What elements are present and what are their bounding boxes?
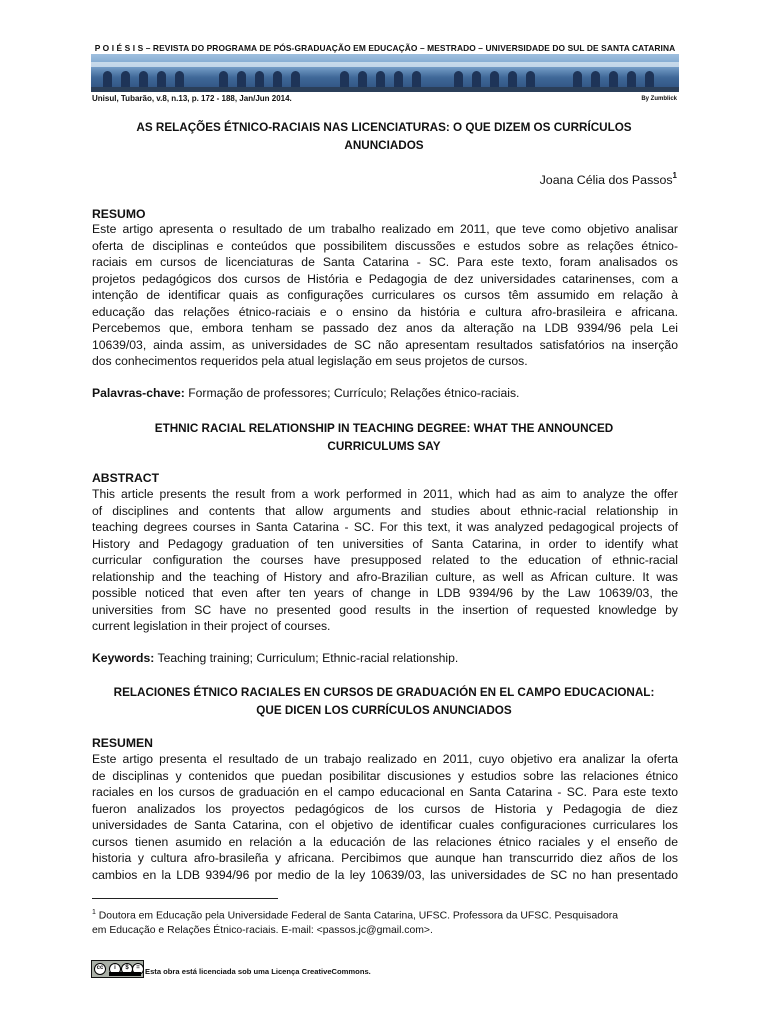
- resumen-paragraph: [92, 751, 678, 883]
- text-line: teaching degrees courses in Santa Catarina - SC. For this text, it was analyzed pedagogical projects of: [92, 520, 678, 534]
- text-line: Percebemos que, embora tenham se passado dez anos da alteração na LDB 9394/96 pela Lei: [92, 321, 678, 335]
- text-line: intenção de identificar quais as configurações curriculares os cursos têm assumido em relação à: [92, 288, 678, 302]
- resumo-heading: RESUMO: [92, 207, 146, 221]
- keywords: [92, 651, 458, 665]
- footnote-divider: [92, 898, 278, 899]
- abstract-heading: ABSTRACT: [92, 471, 160, 485]
- creative-commons-badge[interactable]: [91, 960, 144, 978]
- text-line: History and Pedagogy graduation of ten universities of Santa Catarina, in order to identify what: [92, 536, 678, 551]
- citation-line: Unisul, Tubarão, v.8, n.13, p. 172 - 188, Jan/Jun 2014.: [92, 94, 292, 103]
- author-name-text: Joana Célia dos Passos: [539, 173, 673, 188]
- title-portuguese: [92, 119, 676, 155]
- text-line: current legislation in their project of courses.: [92, 619, 331, 633]
- title-line: CURRICULUMS SAY: [327, 440, 441, 453]
- title-english: [92, 420, 676, 456]
- title-line: AS RELAÇÕES ÉTNICO-RACIAIS NAS LICENCIATURAS: O QUE DIZEM OS CURRÍCULOS: [136, 121, 632, 134]
- cc-icon: cc: [94, 963, 106, 975]
- banner-tile: [561, 54, 679, 92]
- header-banner-image: [91, 54, 679, 92]
- palavras-chave: [92, 386, 519, 400]
- footnote-number: 1: [92, 909, 96, 916]
- image-credit: By Zumblick: [641, 96, 677, 102]
- footnote-line: em Educação e Relações Étnico-raciais. E-mail: <passos.jc@gmail.com>.: [92, 925, 433, 937]
- keywords-text: Teaching training; Curriculum; Ethnic-racial relationship.: [154, 651, 459, 665]
- text-line: Este artigo presenta el resultado de un trabajo realizado en 2011, cuyo objetivo era analizar la oferta: [92, 752, 678, 766]
- license-text: Esta obra está licenciada sob uma Licença CreativeCommons.: [145, 967, 371, 976]
- text-line: possible noticed that even after ten years of change in LDB 9394/96 by the Law 10639/03, the: [92, 586, 678, 600]
- text-line: dos conhecimentos requeridos pela atual legislação em seus projetos de cursos.: [92, 354, 528, 368]
- text-line: raciais em cursos de licenciaturas de Santa Catarina - SC. Para este texto, foram analisados os: [92, 255, 678, 269]
- text-line: de disciplinas y contenidos que puedan posibilitar discusiones y estudios sobre las relaciones étnico: [92, 768, 678, 783]
- text-line: Este artigo apresenta o resultado de um trabalho realizado em 2011, que teve como objetivo analisar: [92, 222, 678, 236]
- banner-tile: [326, 54, 444, 92]
- title-line: RELACIONES ÉTNICO RACIALES EN CURSOS DE GRADUACIÓN EN EL CAMPO EDUCACIONAL:: [113, 686, 655, 699]
- text-line: raciales en los cursos de graduación en el campo educacional en Santa Catarina - SC. Para este texto: [92, 785, 678, 799]
- text-line: This article presents the result from a work performed in 2011, which had as aim to analyze the offer: [92, 487, 678, 501]
- keywords-text: Formação de professores; Currículo; Relações étnico-raciais.: [184, 386, 520, 400]
- footnote-text: Doutora em Educação pela Universidade Federal de Santa Catarina, UFSC. Professora da UFSC. Pesquisadora: [95, 910, 619, 922]
- text-line: 10639/03, ainda assim, as universidades de SC não apresentam resultados satisfatórios na inserção: [92, 337, 678, 352]
- banner-tile: [444, 54, 562, 92]
- text-line: universidades de Santa Catarina, con el objetivo de identificar cuales configuraciones curriculares los: [92, 818, 678, 832]
- title-line: QUE DICEN LOS CURRÍCULOS ANUNCIADOS: [256, 704, 512, 717]
- text-line: oferta de disciplinas e conteúdos que possibilitem discussões e estudos sobre as relações étnico-: [92, 238, 678, 253]
- text-line: historia y cultura afro-brasileña y africana. Percibimos que aunque han transcurrido diez años de los: [92, 851, 678, 865]
- title-spanish: [92, 684, 676, 720]
- footnote: [92, 905, 678, 938]
- cc-badge-bar: [109, 972, 141, 976]
- journal-header: P O I É S I S – REVISTA DO PROGRAMA DE PÓS-GRADUAÇÃO EM EDUCAÇÃO – MESTRADO – UNIVERSIDADE DO SUL DE SANTA CATARINA: [94, 43, 676, 53]
- text-line: universities from SC have no presented good results in the insertion of requested knowledge by: [92, 602, 678, 617]
- footnote-mark: 1: [672, 171, 677, 180]
- resumo-paragraph: [92, 221, 678, 370]
- title-line: ANUNCIADOS: [344, 139, 424, 152]
- text-line: of disciplines and contents that allow arguments and studies about ethnic-racial relationship in: [92, 503, 678, 518]
- text-line: projetos pedagógicos dos cursos de História e Pedagogia de dez universidades catarinenses, com a: [92, 271, 678, 286]
- person-icon: i: [109, 963, 121, 975]
- author-name: [540, 172, 677, 187]
- resumen-heading: RESUMEN: [92, 736, 153, 750]
- text-line: cambios en la LDB 9394/96 por medio de la ley 10639/03, las universidades de SC no han presentado: [92, 867, 678, 882]
- footnote-line: [92, 905, 678, 923]
- abstract-paragraph: [92, 486, 678, 635]
- keywords-label: Keywords:: [92, 651, 155, 665]
- noderivatives-icon: =: [132, 963, 144, 975]
- banner-tile: [91, 54, 209, 92]
- text-line: educação das relações étnico-raciais e o ensino da história e cultura afro-brasileira e africana.: [92, 304, 678, 319]
- text-line: relationship and the teaching of History and afro-Brazilian culture, as well as African culture. It was: [92, 569, 678, 584]
- text-line: cursos tienen asumido en relación a la educación de las relaciones étnico raciales y el enseño de: [92, 834, 678, 849]
- text-line: fueron analizados los proyectos pedagógicos de los cursos de Historia y Pedagogia de diez: [92, 801, 678, 816]
- text-line: curricular configuration the courses have presupposed related to the education of ethnic-racial: [92, 553, 678, 567]
- title-line: ETHNIC RACIAL RELATIONSHIP IN TEACHING DEGREE: WHAT THE ANNOUNCED: [154, 422, 614, 435]
- banner-tile: [209, 54, 327, 92]
- keywords-label: Palavras-chave:: [92, 386, 185, 400]
- noncommercial-icon: $: [121, 963, 133, 975]
